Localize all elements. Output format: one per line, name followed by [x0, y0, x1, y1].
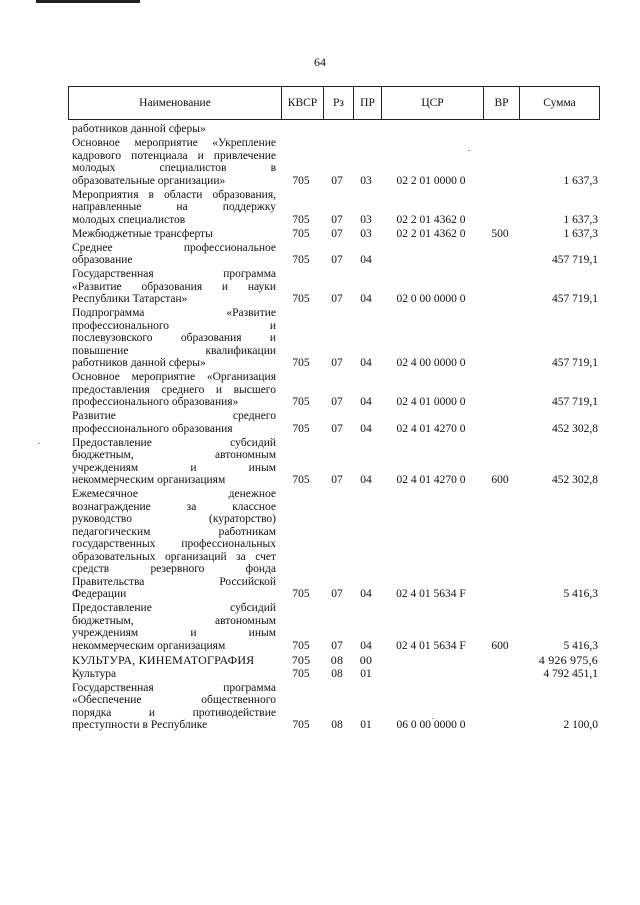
budget-table	[68, 86, 600, 731]
cell-sum: 457 719,1	[552, 396, 598, 408]
cell-pr: 03	[360, 174, 372, 187]
row-name	[72, 268, 276, 306]
cell-kvsr: 705	[292, 667, 310, 680]
row-name-line: Правительства Российской	[72, 575, 276, 588]
cell-pr: 03	[360, 213, 372, 226]
row-name-line: Подпрограмма «Развитие	[72, 307, 276, 319]
cell-sum: 4 792 451,1	[543, 667, 598, 680]
row-name-line: вознаграждение за классное	[72, 500, 276, 513]
table-row	[68, 242, 600, 267]
cell-vr	[482, 668, 518, 681]
row-name-line: Ежемесячное денежное	[72, 488, 276, 500]
header-kvsr: КВСР	[281, 87, 323, 119]
row-name-line: «Обеспечение общественного	[72, 694, 276, 706]
cell-vr	[482, 293, 518, 306]
row-name-line: КУЛЬТУРА, КИНЕМАТОГРАФИЯ	[72, 652, 255, 667]
cell-sum: 452 302,8	[552, 474, 598, 486]
cell-sum: 1 637,3	[563, 227, 598, 240]
cell-vr	[482, 588, 518, 601]
header-rz: Рз	[323, 87, 353, 119]
cell-pr: 04	[360, 254, 372, 266]
cell-vr	[482, 123, 518, 136]
row-name-line: образовательные организации»	[72, 174, 226, 187]
row-name-line: некоммерческим организациям	[72, 474, 226, 486]
row-name-line: предоставления среднего и высшего	[72, 383, 276, 396]
cell-csr: 02 4 01 4270 0	[396, 422, 466, 435]
cell-pr: 04	[360, 293, 372, 305]
table-row	[68, 437, 600, 487]
table-row	[68, 123, 600, 136]
table-row	[68, 371, 600, 409]
cell-rz: 08	[331, 667, 343, 680]
cell-kvsr: 705	[292, 474, 310, 486]
cell-rz: 07	[331, 396, 343, 408]
cell-sum: 457 719,1	[552, 254, 598, 266]
cell-vr: 500	[491, 227, 509, 240]
row-name-line: работников данной сферы»	[72, 357, 206, 369]
cell-vr: 600	[491, 474, 509, 486]
row-name-line: педагогическим работникам	[72, 525, 276, 538]
cell-vr	[482, 423, 518, 436]
row-name	[72, 682, 276, 732]
table-row	[68, 268, 600, 306]
cell-pr: 01	[360, 667, 372, 680]
cell-kvsr: 705	[292, 213, 310, 226]
table-row	[68, 137, 600, 187]
cell-sum: 4 926 975,6	[538, 652, 598, 667]
row-name	[72, 307, 276, 370]
row-name-line: направленные на поддержку	[72, 201, 276, 213]
row-name-line: образовательных организаций за счет	[72, 550, 276, 563]
row-name-line: бюджетным, автономным	[72, 449, 276, 461]
cell-vr	[482, 654, 518, 667]
cell-sum: 457 719,1	[552, 357, 598, 369]
cell-csr: 06 0 00 0000 0	[396, 719, 466, 731]
cell-rz: 07	[331, 293, 343, 305]
row-name-line: руководство (кураторство)	[72, 513, 276, 525]
header-csr: ЦСР	[381, 87, 483, 119]
row-name-line: Межбюджетные трансферты	[72, 227, 213, 240]
cell-sum: 5 416,3	[563, 639, 598, 652]
row-name-line: Культура	[72, 667, 117, 680]
row-name-line: Развитие среднего	[72, 410, 276, 422]
cell-rz: 07	[331, 254, 343, 266]
cell-sum: 457 719,1	[552, 293, 598, 305]
cell-rz: 08	[330, 652, 344, 667]
cell-rz: 07	[331, 639, 343, 652]
cell-rz: 07	[331, 474, 343, 486]
cell-rz: 08	[331, 719, 343, 731]
table-header	[68, 86, 600, 120]
row-name-line: порядка и противодействие	[72, 706, 276, 719]
row-name-line: Среднее профессиональное	[72, 241, 276, 254]
table-row	[68, 682, 600, 732]
cell-kvsr: 705	[292, 227, 310, 240]
header-vr: ВР	[483, 87, 519, 119]
cell-sum: 2 100,0	[563, 719, 598, 731]
row-name-line: государственных профессиональных	[72, 538, 276, 550]
cell-csr: 02 2 01 4362 0	[396, 227, 466, 240]
table-row	[68, 654, 600, 667]
table-row	[68, 307, 600, 370]
cell-csr: 02 0 00 0000 0	[396, 293, 466, 305]
table-row	[68, 228, 600, 241]
row-name-line: Предоставление субсидий	[72, 436, 276, 449]
row-name-line: послевузовского образования и	[72, 332, 276, 344]
cell-kvsr: 705	[292, 293, 310, 305]
row-name-line: Основное мероприятие «Организация	[72, 371, 276, 383]
row-name-line: Государственная программа	[72, 268, 276, 280]
row-name-line: Предоставление субсидий	[72, 602, 276, 614]
table-row	[68, 488, 600, 601]
row-name-line: «Развитие образования и науки	[72, 280, 276, 293]
cell-csr	[380, 123, 482, 136]
cell-csr	[380, 668, 482, 681]
table-row	[68, 602, 600, 652]
cell-vr	[482, 214, 518, 227]
cell-kvsr: 705	[292, 588, 310, 600]
cell-csr: 02 4 01 5634 F	[396, 639, 466, 652]
row-name	[72, 228, 276, 241]
row-name	[72, 242, 276, 267]
row-name-line: Мероприятия в области образования,	[72, 188, 276, 201]
cell-vr	[482, 719, 518, 732]
row-name	[72, 189, 276, 227]
cell-csr	[380, 254, 482, 267]
cell-kvsr: 705	[292, 639, 310, 652]
cell-csr: 02 2 01 0000 0	[396, 174, 466, 187]
cell-kvsr: 705	[292, 254, 310, 266]
table-row	[68, 189, 600, 227]
row-name-line: Федерации	[72, 588, 127, 600]
header-pr: ПР	[353, 87, 381, 119]
cell-vr	[482, 357, 518, 370]
row-name-line: учреждениям и иным	[72, 627, 276, 639]
cell-csr: 02 4 00 0000 0	[396, 357, 466, 369]
cell-csr	[380, 654, 482, 667]
row-name-line: Государственная программа	[72, 681, 276, 694]
cell-vr	[482, 396, 518, 409]
scan-speck	[38, 443, 40, 444]
cell-rz	[322, 123, 352, 136]
row-name-line: бюджетным, автономным	[72, 614, 276, 627]
row-name	[72, 123, 276, 136]
cell-rz: 07	[331, 174, 343, 187]
row-name	[72, 410, 276, 435]
top-rule	[36, 0, 140, 3]
cell-pr	[352, 123, 380, 136]
cell-pr: 04	[360, 357, 372, 369]
cell-sum: 1 637,3	[563, 174, 598, 187]
row-name-line: повышение квалификации	[72, 344, 276, 357]
cell-pr: 00	[359, 652, 373, 667]
row-name-line: профессионального образования»	[72, 396, 239, 408]
row-name	[72, 371, 276, 409]
row-name-line: молодых специалистов в	[72, 162, 276, 174]
cell-rz: 07	[331, 588, 343, 600]
row-name	[72, 488, 276, 601]
cell-csr: 02 4 01 0000 0	[396, 396, 466, 408]
cell-sum: 452 302,8	[552, 422, 598, 435]
cell-kvsr: 705	[292, 174, 310, 187]
cell-kvsr: 705	[292, 422, 310, 435]
cell-kvsr	[280, 123, 322, 136]
row-name-line: преступности в Республике	[72, 719, 208, 731]
row-name	[72, 654, 276, 667]
row-name	[72, 137, 276, 187]
cell-rz: 07	[331, 227, 343, 240]
cell-sum	[518, 123, 598, 136]
cell-pr: 04	[360, 396, 372, 408]
row-name-line: образование	[72, 254, 133, 266]
cell-pr: 01	[360, 719, 372, 731]
scan-speck	[432, 718, 434, 719]
cell-pr: 04	[360, 474, 372, 486]
row-name-line: работников данной сферы»	[72, 123, 206, 135]
cell-csr: 02 4 01 5634 F	[396, 588, 466, 600]
row-name-line: учреждениям и иным	[72, 461, 276, 474]
cell-pr: 04	[360, 639, 372, 652]
row-name-line: молодых специалистов	[72, 213, 186, 226]
cell-rz: 07	[331, 357, 343, 369]
cell-vr: 600	[491, 639, 509, 652]
header-name: Наименование	[139, 97, 211, 109]
page-number: 64	[314, 55, 326, 69]
cell-kvsr: 705	[292, 719, 310, 731]
cell-rz: 07	[331, 213, 343, 226]
cell-rz: 07	[331, 422, 343, 435]
cell-sum: 5 416,3	[563, 588, 598, 600]
scan-speck	[468, 150, 470, 151]
row-name-line: некоммерческим организациям	[72, 639, 226, 652]
row-name	[72, 602, 276, 652]
cell-vr	[482, 175, 518, 188]
row-name	[72, 437, 276, 487]
cell-kvsr: 705	[292, 357, 310, 369]
table-row	[68, 410, 600, 435]
header-sum: Сумма	[519, 87, 599, 119]
cell-vr	[482, 254, 518, 267]
row-name-line: Республики Татарстан»	[72, 293, 188, 305]
cell-csr: 02 2 01 4362 0	[396, 213, 466, 226]
cell-csr: 02 4 01 4270 0	[396, 474, 466, 486]
row-name-line: средств резервного фонда	[72, 563, 276, 575]
cell-pr: 04	[360, 422, 372, 435]
cell-kvsr: 705	[291, 652, 311, 667]
row-name-line: профессионального образования	[72, 422, 233, 435]
cell-pr: 03	[360, 227, 372, 240]
row-name-line: Основное мероприятие «Укрепление	[72, 137, 276, 149]
table-row	[68, 668, 600, 681]
row-name	[72, 668, 276, 681]
cell-sum: 1 637,3	[563, 213, 598, 226]
cell-kvsr: 705	[292, 396, 310, 408]
row-name-line: кадрового потенциала и привлечение	[72, 149, 276, 162]
cell-pr: 04	[360, 588, 372, 600]
row-name-line: профессионального и	[72, 319, 276, 332]
